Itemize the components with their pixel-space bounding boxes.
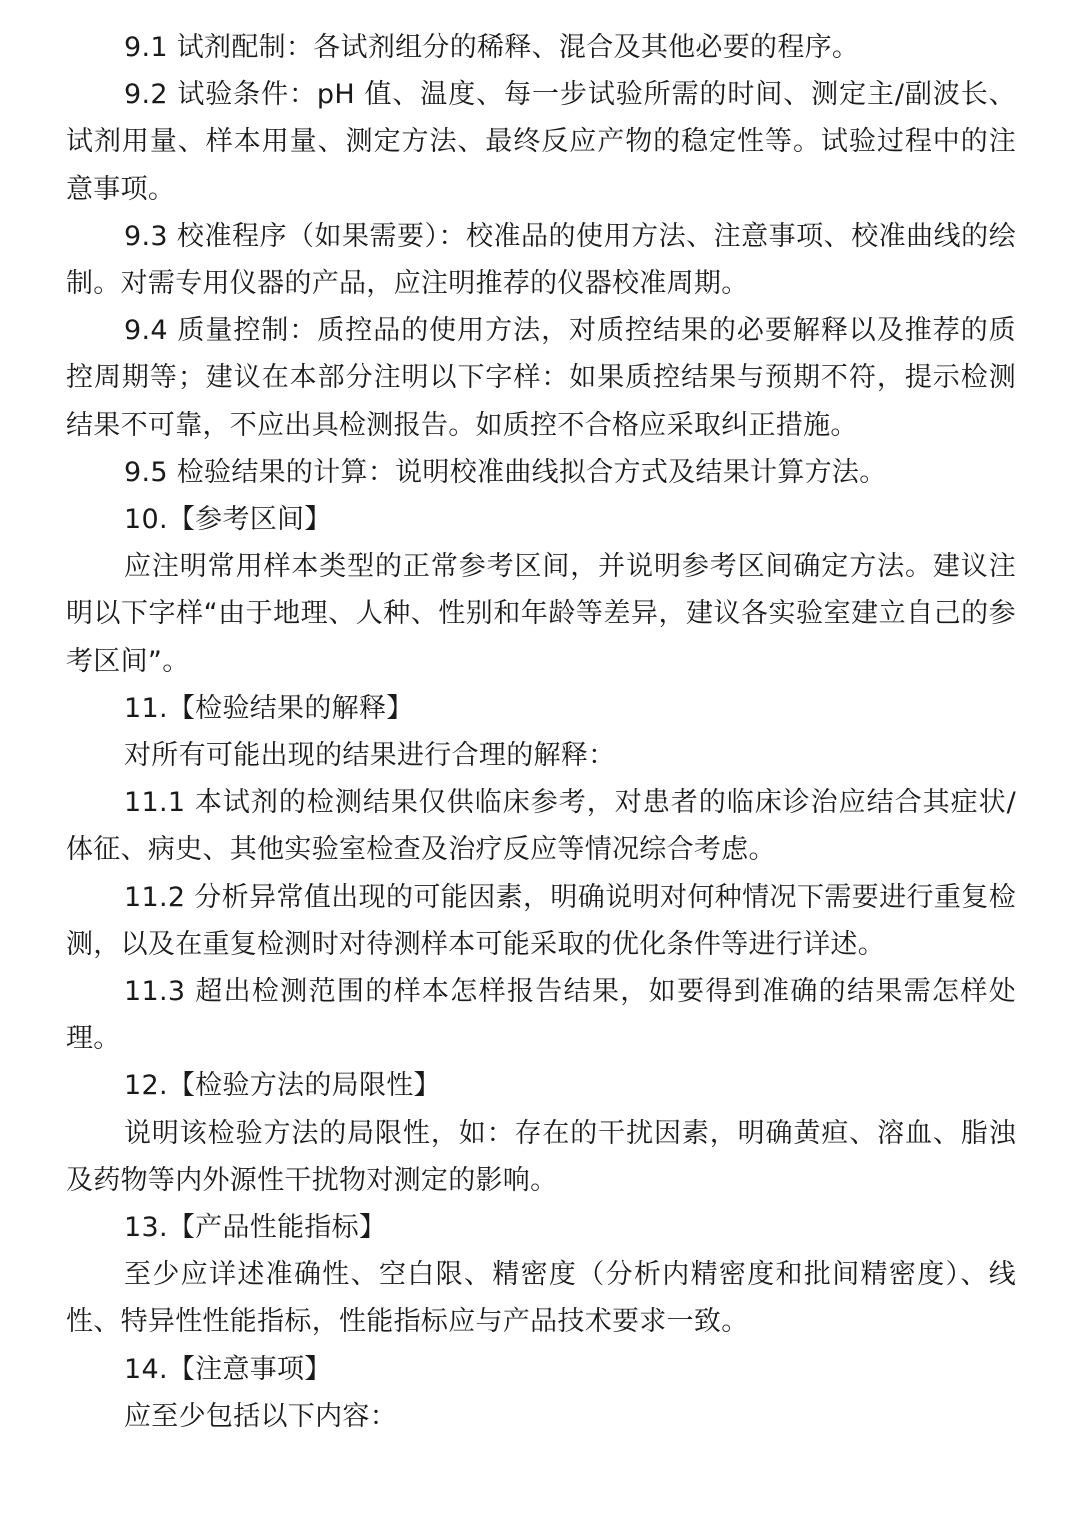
paragraph-9-5: 9.5 检验结果的计算：说明校准曲线拟合方式及结果计算方法。	[124, 456, 887, 488]
section-heading-12: 12.【检验方法的局限性】	[124, 1070, 441, 1102]
section-heading-10: 10.【参考区间】	[124, 504, 332, 536]
section-heading-11: 11.【检验结果的解释】	[124, 692, 414, 724]
section-heading-14: 14.【注意事项】	[124, 1353, 332, 1385]
paragraph-11-intro: 对所有可能出现的结果进行合理的解释：	[124, 740, 616, 772]
paragraph-10-body: 应注明常用样本类型的正常参考区间，并说明参考区间确定方法。建议注明以下字样“由于地理、人种、性别和年龄等差异，建议各实验室建立自己的参考区间”。	[66, 551, 1016, 677]
section-heading-13: 13.【产品性能指标】	[124, 1212, 387, 1244]
paragraph-9-1: 9.1 试剂配制：各试剂组分的稀释、混合及其他必要的程序。	[124, 32, 860, 63]
paragraph-9-3: 9.3 校准程序（如果需要）：校准品的使用方法、注意事项、校准曲线的绘制。对需专用仪器的产品，应注明推荐的仪器校准周期。	[66, 220, 1016, 300]
paragraph-9-2: 9.2 试验条件：pH 值、温度、每一步试验所需的时间、测定主/副波长、试剂用量、样本用量、测定方法、最终反应产物的稳定性等。试验过程中的注意事项。	[66, 79, 1016, 205]
paragraph-11-3: 11.3 超出检测范围的样本怎样报告结果，如要得到准确的结果需怎样处理。	[66, 976, 1016, 1055]
paragraph-11-1: 11.1 本试剂的检测结果仅供临床参考，对患者的临床诊治应结合其症状/体征、病史、其他实验室检查及治疗反应等情况综合考虑。	[66, 787, 1016, 866]
paragraph-14-body: 应至少包括以下内容：	[124, 1400, 397, 1432]
paragraph-9-4: 9.4 质量控制：质控品的使用方法，对质控结果的必要解释以及推荐的质控周期等；建议在本部分注明以下字样：如果质控结果与预期不符，提示检测结果不可靠，不应出具检测报告。如质控不合格应采取纠正措施。	[66, 315, 1016, 441]
paragraph-11-2: 11.2 分析异常值出现的可能因素，明确说明对何种情况下需要进行重复检测，以及在重复检测时对待测样本可能采取的优化条件等进行详述。	[66, 881, 1016, 960]
paragraph-12-body: 说明该检验方法的局限性，如：存在的干扰因素，明确黄疸、溶血、脂浊及药物等内外源性干扰物对测定的影响。	[66, 1117, 1016, 1196]
paragraph-13-body: 至少应详述准确性、空白限、精密度（分析内精密度和批间精密度）、线性、特异性性能指标，性能指标应与产品技术要求一致。	[66, 1259, 1016, 1338]
